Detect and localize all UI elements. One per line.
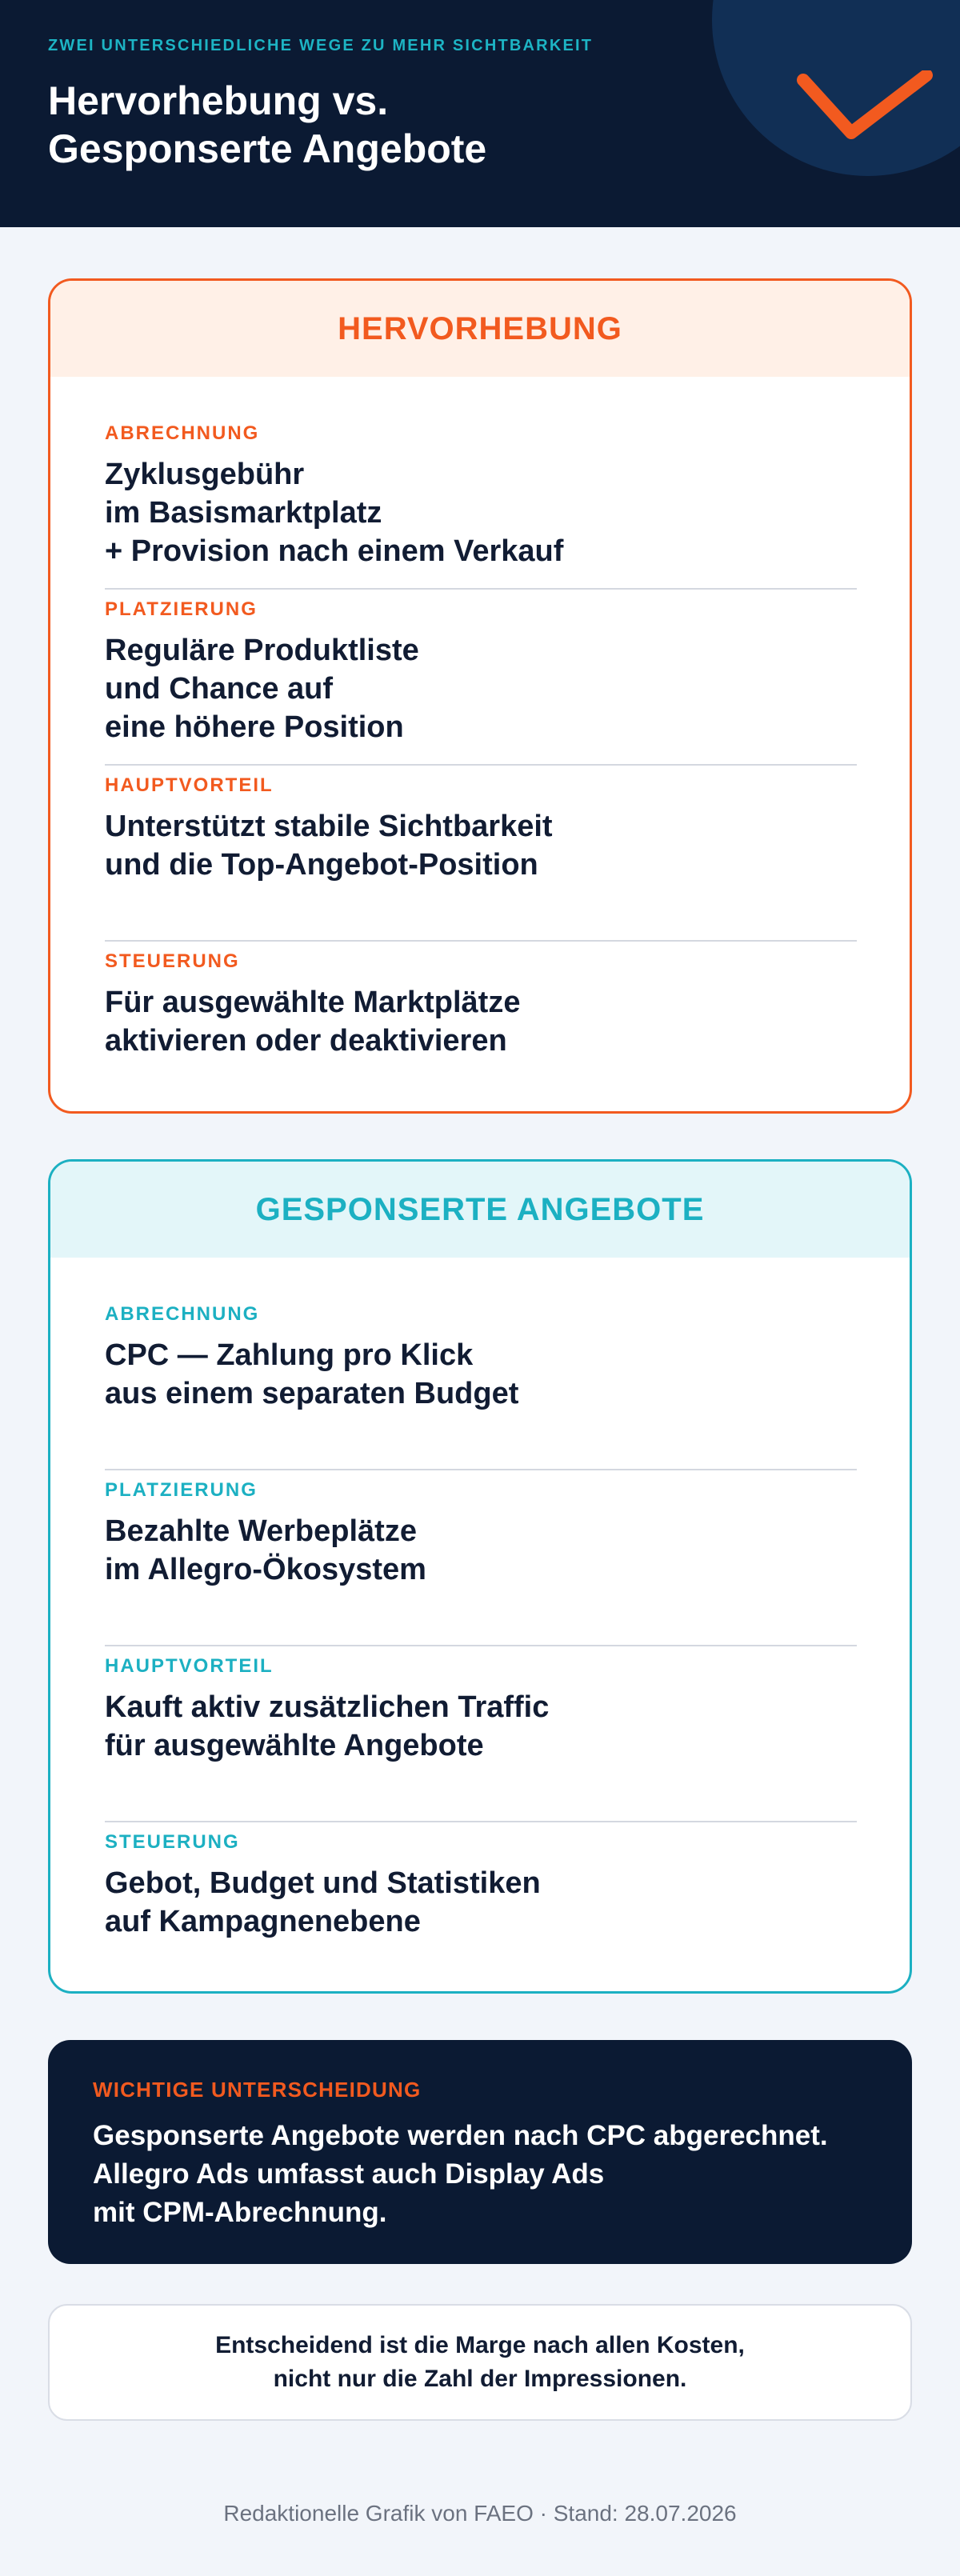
row-label: STEUERUNG [105, 1831, 240, 1853]
row-platzierung [105, 1478, 857, 1589]
row-label: ABRECHNUNG [105, 1303, 260, 1325]
row-value: Gebot, Budget und Statistiken auf Kampagnenebene [105, 1866, 541, 1938]
card-title: GESPONSERTE ANGEBOTE [50, 1162, 910, 1258]
row-value: Für ausgewählte Marktplätze aktivieren oder deaktivieren [105, 986, 521, 1058]
card-title: HERVORHEBUNG [50, 281, 910, 377]
note-label: WICHTIGE UNTERSCHEIDUNG [93, 2078, 422, 2102]
divider [105, 940, 857, 942]
note-text: Gesponserte Angebote werden nach CPC abgerechnet. Allegro Ads umfasst auch Display Ads mit CPM-Abrechnung. [93, 2120, 828, 2228]
row-hauptvorteil [105, 1654, 857, 1765]
divider [105, 764, 857, 766]
row-value: Bezahlte Werbeplätze im Allegro-Ökosystem [105, 1514, 426, 1586]
divider [105, 1469, 857, 1470]
row-label: PLATZIERUNG [105, 598, 258, 620]
row-abrechnung [105, 422, 857, 570]
header-banner [0, 0, 960, 227]
divider [105, 1645, 857, 1646]
divider [105, 588, 857, 590]
row-label: HAUPTVORTEIL [105, 1655, 274, 1677]
page-title: Hervorhebung vs. Gesponserte Angebote [48, 78, 487, 171]
row-abrechnung [105, 1302, 857, 1413]
row-hauptvorteil [105, 774, 857, 884]
row-label: PLATZIERUNG [105, 1479, 258, 1501]
checkmark-icon [797, 70, 933, 142]
row-steuerung [105, 950, 857, 1060]
important-note [48, 2040, 912, 2264]
row-value: Unterstützt stabile Sichtbarkeit und die Top-Angebot-Position [105, 810, 553, 882]
divider [105, 1821, 857, 1822]
row-value: Zyklusgebühr im Basismarktplatz + Provision nach einem Verkauf [105, 458, 564, 568]
row-value: CPC — Zahlung pro Klick aus einem separaten Budget [105, 1338, 519, 1410]
card-gesponserte-angebote [48, 1159, 912, 1994]
row-label: ABRECHNUNG [105, 422, 260, 444]
row-label: HAUPTVORTEIL [105, 774, 274, 796]
footer-credit: Redaktionelle Grafik von FAEO · Stand: 28.07.2026 [223, 2501, 737, 2526]
header-kicker: ZWEI UNTERSCHIEDLICHE WEGE ZU MEHR SICHTBARKEIT [48, 37, 594, 54]
card-hervorhebung [48, 278, 912, 1114]
row-value: Kauft aktiv zusätzlichen Traffic für ausgewählte Angebote [105, 1690, 550, 1762]
key-takeaway: Entscheidend ist die Marge nach allen Kosten, nicht nur die Zahl der Impressionen. [48, 2304, 912, 2421]
row-steuerung [105, 1830, 857, 1941]
row-value: Reguläre Produktliste und Chance auf eine höhere Position [105, 634, 419, 744]
row-platzierung [105, 598, 857, 746]
row-label: STEUERUNG [105, 950, 240, 972]
